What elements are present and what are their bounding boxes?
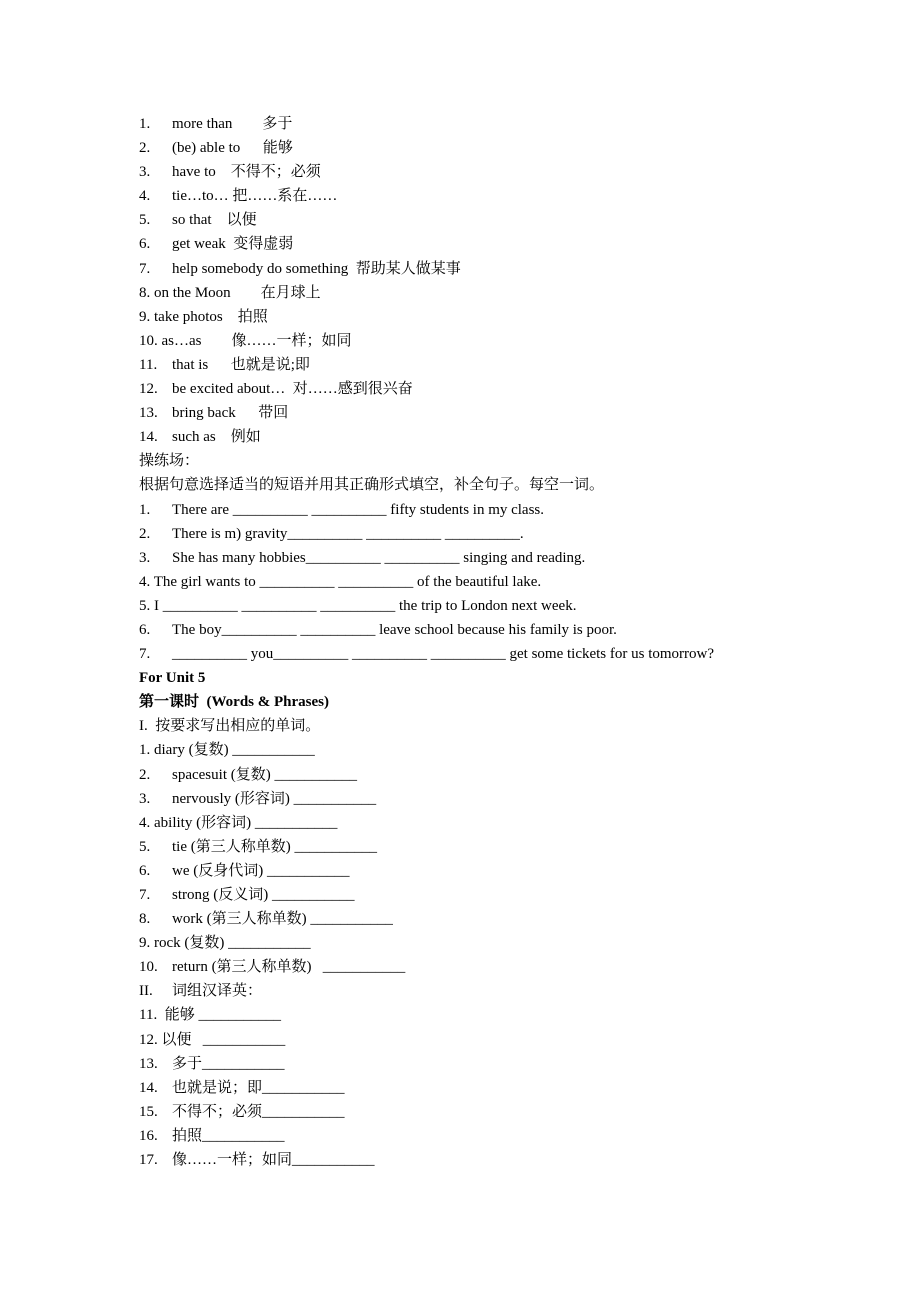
word-item <box>139 931 839 955</box>
word-item <box>139 859 839 883</box>
practice-list <box>139 498 839 667</box>
item-number: 8. <box>139 911 151 928</box>
phrase-english: more than <box>172 116 233 132</box>
item-number: 15. <box>139 1103 158 1120</box>
item-number: 10. <box>139 332 158 349</box>
phrase-item <box>139 160 839 184</box>
word-item <box>139 835 839 859</box>
document-page <box>139 112 839 1172</box>
word-item <box>139 763 839 787</box>
phrase-gap <box>202 333 232 349</box>
phrase-chinese: 在月球上 <box>260 284 321 301</box>
translation-item <box>139 1124 839 1148</box>
phrase-english: help somebody do something <box>172 260 349 277</box>
phrase-gap <box>232 116 262 132</box>
item-number: 17. <box>139 1152 158 1169</box>
item-number: 2. <box>139 525 151 542</box>
practice-item <box>139 546 839 570</box>
practice-heading: 操练场： <box>139 453 200 470</box>
practice-instruction: 根据句意选择适当的短语并用其正确形式填空，补全句子。每空一词。 <box>139 477 605 494</box>
lesson-title: 第一课时 (Words & Phrases) <box>139 694 329 711</box>
translation-item-text: 拍照___________ <box>172 1127 285 1144</box>
practice-item-text: There is m) gravity__________ __________ __________. <box>172 525 524 542</box>
item-number: 11. <box>139 1007 158 1024</box>
translation-item-text: 多于___________ <box>172 1055 285 1072</box>
practice-item <box>139 570 839 594</box>
word-item <box>139 787 839 811</box>
phrase-item <box>139 329 839 353</box>
phrase-english: take photos <box>154 308 223 325</box>
phrase-english: have to <box>172 164 216 181</box>
item-number: 1. <box>139 116 151 132</box>
item-number: 1. <box>139 501 151 518</box>
item-number: 14. <box>139 429 158 446</box>
item-number: 4. <box>139 188 151 205</box>
phrase-chinese: 也就是说;即 <box>230 356 310 373</box>
section2-heading <box>139 979 839 1003</box>
item-number: 3. <box>139 549 151 566</box>
practice-item-text: The girl wants to __________ __________ of the beautiful lake. <box>153 573 542 590</box>
phrase-item <box>139 305 839 329</box>
translation-item <box>139 1148 839 1172</box>
phrase-item <box>139 112 839 136</box>
item-number: 8. <box>139 284 151 301</box>
unit-title: For Unit 5 <box>139 670 206 687</box>
translation-item <box>139 1076 839 1100</box>
word-item <box>139 811 839 835</box>
word-item <box>139 955 839 979</box>
phrase-list <box>139 112 839 449</box>
phrase-chinese: 以便 <box>226 212 257 229</box>
phrase-gap <box>240 140 263 156</box>
item-number: 5. <box>139 212 151 229</box>
translation-item-text: 能够 ___________ <box>160 1007 281 1024</box>
item-number: 3. <box>139 164 151 181</box>
phrase-chinese: 对……感到很兴奋 <box>292 381 413 398</box>
word-item <box>139 883 839 907</box>
phrase-chinese: 拍照 <box>237 308 268 325</box>
phrase-chinese: 把……系在…… <box>232 188 338 205</box>
phrase-gap <box>216 164 231 180</box>
word-item-text: strong (反义词) ___________ <box>172 887 355 903</box>
phrase-english: get weak <box>172 236 226 253</box>
item-number: 5. <box>139 838 151 855</box>
phrase-english: on the Moon <box>154 284 231 301</box>
item-number: 2. <box>139 766 151 783</box>
item-number: 6. <box>139 862 151 879</box>
practice-item-text: She has many hobbies__________ __________ singing and reading. <box>172 549 586 566</box>
practice-item-text: I __________ __________ __________ the trip to London next week. <box>154 597 577 614</box>
item-number: 1. <box>139 742 151 759</box>
item-number: 11. <box>139 356 158 373</box>
translation-item <box>139 1003 839 1027</box>
phrase-gap <box>216 429 231 445</box>
phrase-item <box>139 184 839 208</box>
item-number: 9. <box>139 935 151 952</box>
phrase-english: bring back <box>172 405 236 422</box>
item-number: 10. <box>139 959 158 976</box>
phrase-gap <box>231 285 261 301</box>
phrase-chinese: 变得虚弱 <box>233 236 294 253</box>
item-number: 7. <box>139 646 151 663</box>
practice-item <box>139 522 839 546</box>
item-number: 12. <box>139 1031 158 1048</box>
phrase-chinese: 不得不；必须 <box>230 164 321 181</box>
phrase-item <box>139 425 839 449</box>
phrase-english: as…as <box>161 332 202 349</box>
word-item <box>139 738 839 762</box>
item-number: 12. <box>139 381 158 398</box>
phrase-chinese: 像……一样；如同 <box>231 332 352 349</box>
item-number: 14. <box>139 1079 158 1096</box>
item-number: 5. <box>139 597 151 614</box>
item-number: 7. <box>139 887 151 903</box>
phrase-item <box>139 136 839 160</box>
word-item-text: rock (复数) ___________ <box>154 935 311 952</box>
phrase-english: be excited about… <box>172 381 286 398</box>
translation-item-text: 像……一样；如同___________ <box>172 1152 375 1169</box>
item-number: 2. <box>139 140 151 157</box>
phrase-english: such as <box>172 429 216 446</box>
phrase-gap <box>212 212 227 228</box>
phrase-item <box>139 257 839 281</box>
item-number: 7. <box>139 260 151 277</box>
word-item-text: return (第三人称单数) ___________ <box>172 959 406 976</box>
phrase-item <box>139 232 839 256</box>
phrase-item <box>139 377 839 401</box>
word-item <box>139 907 839 931</box>
translation-item-text: 以便 ___________ <box>161 1031 286 1048</box>
item-number: 4. <box>139 814 151 831</box>
word-item-text: tie (第三人称单数) ___________ <box>172 838 377 855</box>
phrase-item <box>139 353 839 377</box>
section2-list <box>139 1003 839 1172</box>
phrase-chinese: 带回 <box>258 405 289 422</box>
word-item-text: diary (复数) ___________ <box>154 742 315 759</box>
translation-item <box>139 1100 839 1124</box>
phrase-english: so that <box>172 212 212 229</box>
item-number: 16. <box>139 1127 158 1144</box>
item-number: 13. <box>139 1055 158 1072</box>
translation-item-text: 也就是说；即___________ <box>172 1079 345 1096</box>
section2-heading-text: 词组汉译英： <box>172 983 263 1000</box>
item-number: 6. <box>139 621 151 638</box>
phrase-gap <box>285 381 293 397</box>
word-item-text: ability (形容词) ___________ <box>154 814 338 831</box>
section1-list <box>139 738 839 979</box>
section1-heading: I. 按要求写出相应的单词。 <box>139 718 321 735</box>
phrase-english: that is <box>172 356 209 373</box>
phrase-item <box>139 401 839 425</box>
word-item-text: we (反身代词) ___________ <box>172 862 350 879</box>
word-item-text: spacesuit (复数) ___________ <box>172 766 357 783</box>
item-number: 9. <box>139 308 151 325</box>
practice-item-text: The boy__________ __________ leave school because his family is poor. <box>172 621 617 638</box>
phrase-gap <box>348 261 356 277</box>
phrase-item <box>139 208 839 232</box>
phrase-gap <box>223 309 238 325</box>
translation-item <box>139 1052 839 1076</box>
item-number: 6. <box>139 236 151 253</box>
practice-item <box>139 642 839 666</box>
practice-item-text: There are __________ __________ fifty students in my class. <box>172 501 545 518</box>
translation-item-text: 不得不；必须___________ <box>172 1103 345 1120</box>
phrase-gap <box>236 405 259 421</box>
practice-item <box>139 618 839 642</box>
item-number: 4. <box>139 573 151 590</box>
phrase-chinese: 帮助某人做某事 <box>355 260 461 277</box>
phrase-chinese: 例如 <box>230 429 261 446</box>
section2-heading-num: II. <box>139 983 153 1000</box>
item-number: 3. <box>139 790 151 807</box>
practice-item <box>139 594 839 618</box>
phrase-english: (be) able to <box>172 140 241 157</box>
phrase-chinese: 能够 <box>262 140 293 157</box>
phrase-chinese: 多于 <box>262 116 293 132</box>
word-item-text: nervously (形容词) ___________ <box>172 790 377 807</box>
phrase-item <box>139 281 839 305</box>
practice-item-text: __________ you__________ __________ __________ get some tickets for us tomorrow? <box>172 646 715 663</box>
translation-item <box>139 1028 839 1052</box>
word-item-text: work (第三人称单数) ___________ <box>172 911 393 928</box>
practice-item <box>139 498 839 522</box>
phrase-english: tie…to… <box>172 188 229 205</box>
item-number: 13. <box>139 405 158 422</box>
phrase-gap <box>208 357 231 373</box>
